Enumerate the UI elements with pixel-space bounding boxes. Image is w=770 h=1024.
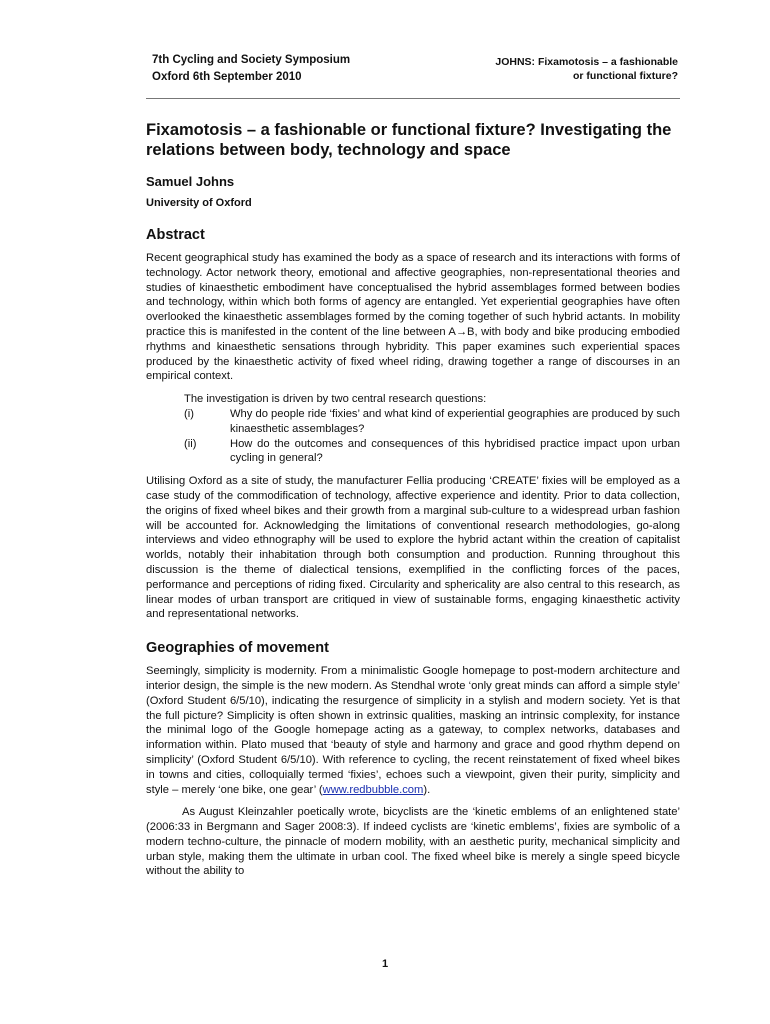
section-heading: Geographies of movement (146, 640, 329, 657)
section-paragraph-1-end: ). (423, 783, 431, 796)
symposium-name: 7th Cycling and Society Symposium (152, 54, 351, 66)
paper-title: Fixamotosis – a fashionable or functional fixture? Investigating the relations between body, technology and space (146, 121, 672, 159)
author-affiliation: University of Oxford (146, 197, 252, 209)
section-paragraph-2: As August Kleinzahler poetically wrote, bicyclists are the ‘kinetic emblems of an enlightened state’ (2006:33 in Bergmann and Sager 2008:3). If indeed cyclists are ‘kinetic emblems’, fixies are symbolic of a modern techno-culture, the pinnacle of modern mobility, with an aesthetic purity, mechanical simplicity and urban style, making them the ultimate in urban cool. The fixed wheel bike is merely a single speed bicycle without the ability to (146, 806, 680, 878)
paper-body (146, 120, 680, 879)
research-question (184, 437, 680, 467)
abstract-paragraph-2: Utilising Oxford as a site of study, the manufacturer Fellia producing ‘CREATE’ fixies will be employed as a case study of the commodification of technology, affective experience and identity. Prior to data collection, the origins of fixed wheel bikes and their growth from a marginal sub-culture to a widespread urban fashion will be accounted for. Acknowledging the limitations of conventional research methodologies, go-along interviews and video ethnography will be used to explore the hybrid actant within the creation of capitalist worlds, notably their inhabitation through both consumption and production. Running throughout this discussion is the theme of dialectical tensions, exemplified in the conflicting forces of the paces, performance and perceptions of riding fixed. Circularity and sphericality are also central to this research, as linear modes of urban transport are critiqued in view of sustainable forms, engaging kinaesthetic activity and representational networks. (146, 475, 680, 621)
research-questions-intro: The investigation is driven by two central research questions: (184, 393, 487, 406)
running-header-left (152, 52, 350, 86)
running-header-right (440, 55, 678, 83)
author-name: Samuel Johns (146, 174, 235, 189)
abstract-heading: Abstract (146, 227, 205, 243)
research-question-text: How do the outcomes and consequences of this hybridised practice impact upon urban cycling in general? (230, 437, 680, 465)
abstract-paragraph-1: Recent geographical study has examined the body as a space of research and its interactions with forms of technology. Actor network theory, emotional and affective geographies, non-representational theories and studies of kinaesthetic embodiment have conceptualised the hybrid assemblages formed between bodies and technology, within which both forms of agency are entangled. Yet experiential geographies have often overlooked the kinaesthetic assemblages formed by the coming together of such hybrid actants. In mobility practice this is manifested in the content of the line between A→B, with body and bike producing embodied rhythms and kinaesthetic sensations through hybridity. This paper examines such experiential spaces produced by the kinaesthetic activity of fixed wheel riding, drawing together a range of discourses in an empirical context. (146, 252, 680, 383)
section-paragraph-1-text: Seemingly, simplicity is modernity. From a minimalistic Google homepage to post-modern architecture and interior design, the simple is the new modern. As Stendhal wrote ‘only great minds can afford a simple style’ (Oxford Student 6/5/10), indicating the resurgence of simplicity in a stylish and modern society. Yet is that the full picture? Simplicity is often shown in extrinsic qualities, masking an intrinsic complexity, for instance the minimal logo of the Google homepage acting as a gateway, to complex networks, databases and information within. Plato mused that ‘beauty of style and harmony and grace and good rhythm depend on simplicity’ (Oxford Student 6/5/10). With reference to cycling, the recent reinstatement of fixed wheel bikes in towns and cities, colloquially termed ‘fixies’, echoes such a viewpoint, given their purity, simplicity and style – merely ‘one bike, one gear’ ( (146, 665, 680, 796)
running-title-line1: JOHNS: Fixamotosis – a fashionable (495, 56, 678, 68)
running-title-line2: or functional fixture? (573, 70, 678, 82)
redbubble-link[interactable]: www.redbubble.com (322, 783, 424, 796)
research-question-number: (ii) (184, 437, 197, 450)
research-question-number: (i) (184, 407, 194, 420)
research-question (184, 407, 680, 437)
header-rule (146, 98, 680, 99)
page-number: 1 (381, 958, 389, 970)
research-question-text: Why do people ride ‘fixies’ and what kind of experiential geographies are produced by such kinaesthetic assemblages? (230, 407, 680, 435)
section-paragraph-1 (146, 664, 680, 797)
symposium-date: Oxford 6th September 2010 (152, 71, 302, 83)
